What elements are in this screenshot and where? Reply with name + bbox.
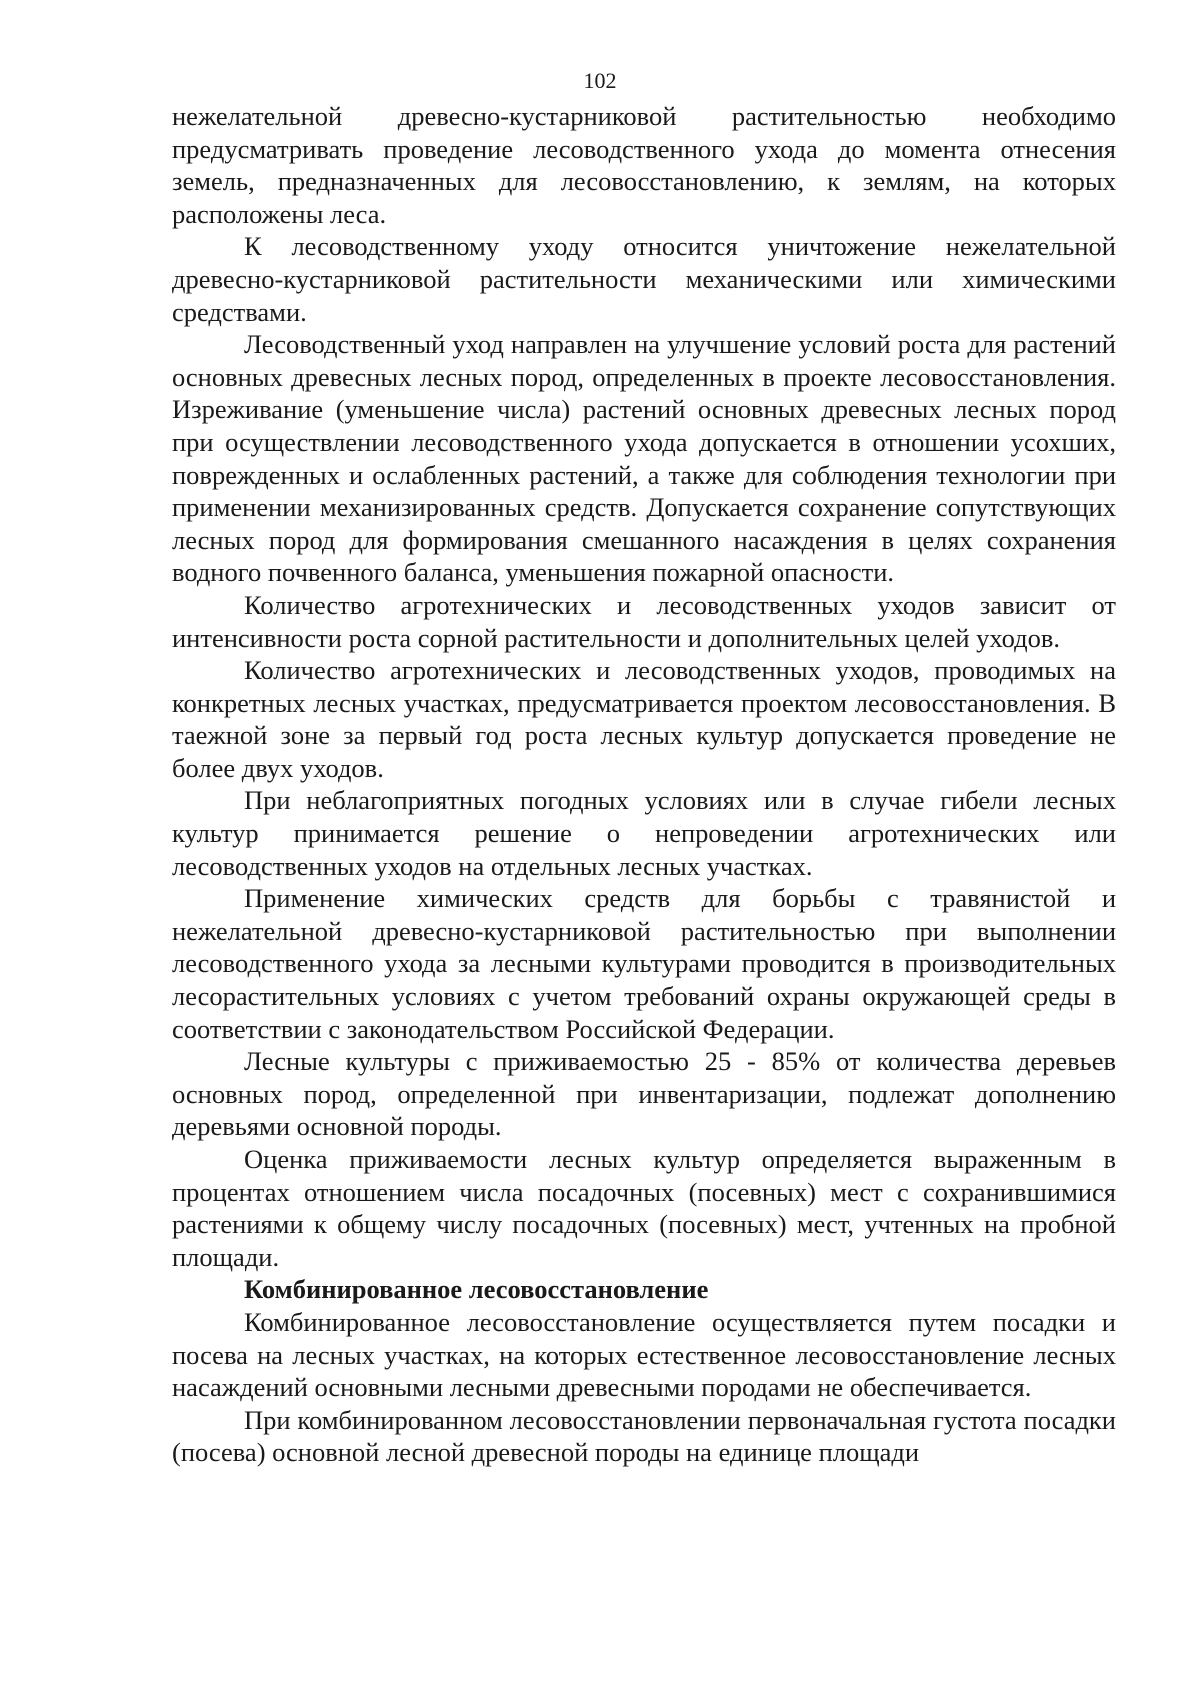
paragraph-silvicultural-care-purpose: Лесоводственный уход направлен на улучшение условий роста для растений основных древесных лесных пород, определенных в проекте лесовосстановления. Изреживание (уменьшение числа) растений основных древесных лесных пород при осуществлении лесоводственного ухода допускается в отношении усохших, поврежденных и ослабленных растений, а также для соблюдения технологии при применении механизированных средств. Допускается сохранение сопутствующих лесных пород для формирования смешанного насаждения в целях сохранения водного почвенного баланса, уменьшения пожарной опасности. bbox=[172, 329, 1116, 588]
paragraph-chemical-means: Применение химических средств для борьбы с травянистой и нежелательной древесно-кустарниковой растительностью при выполнении лесоводственного ухода за лесными культурами проводится в производительных лесорастительных условиях с учетом требований охраны окружающей среды в соответствии с законодательством Российской Федерации. bbox=[172, 883, 1116, 1044]
section-heading: Комбинированное лесовосстановление bbox=[244, 1274, 709, 1305]
paragraph-care-project: Количество агротехнических и лесоводственных уходов, проводимых на конкретных лесных участках, предусматривается проектом лесовосстановления. В таежной зоне за первый год роста лесных культур допускается проведение не более двух уходов. bbox=[172, 655, 1116, 783]
page-number: 102 bbox=[583, 68, 617, 93]
paragraph-survival-assessment: Оценка приживаемости лесных культур определяется выраженным в процентах отношением числа посадочных (посевных) мест с сохранившимися растениями к общему числу посадочных (посевных) мест, учтенных на пробной площади. bbox=[172, 1144, 1116, 1272]
paragraph-survival-rate: Лесные культуры с приживаемостью 25 - 85% от количества деревьев основных пород, определенной при инвентаризации, подлежат дополнению деревьями основной породы. bbox=[172, 1046, 1116, 1142]
paragraph-adverse-conditions: При неблагоприятных погодных условиях или в случае гибели лесных культур принимается решение о непроведении агротехнических или лесоводственных уходов на отдельных лесных участках. bbox=[172, 785, 1116, 881]
paragraph-combined-restoration: Комбинированное лесовосстановление осуществляется путем посадки и посева на лесных участках, на которых естественное лесовосстановление лесных насаждений основными лесными древесными породами не обеспечивается. bbox=[172, 1306, 1116, 1403]
paragraph-care-quantity: Количество агротехнических и лесоводственных уходов зависит от интенсивности роста сорной растительности и дополнительных целей уходов. bbox=[172, 589, 1116, 653]
paragraph-silvicultural-care-definition: К лесоводственному уходу относится уничтожение нежелательной древесно-кустарниковой растительности механическими или химическими средствами. bbox=[172, 231, 1116, 327]
document-body bbox=[172, 100, 1116, 1469]
paragraph-continuation: нежелательной древесно-кустарниковой растительностью необходимо предусматривать проведение лесоводственного ухода до момента отнесения земель, предназначенных для лесовосстановлению, к землям, на которых расположены леса. bbox=[172, 101, 1116, 229]
paragraph-initial-density: При комбинированном лесовосстановлении первоначальная густота посадки (посева) основной лесной древесной породы на единице площади bbox=[172, 1404, 1116, 1468]
